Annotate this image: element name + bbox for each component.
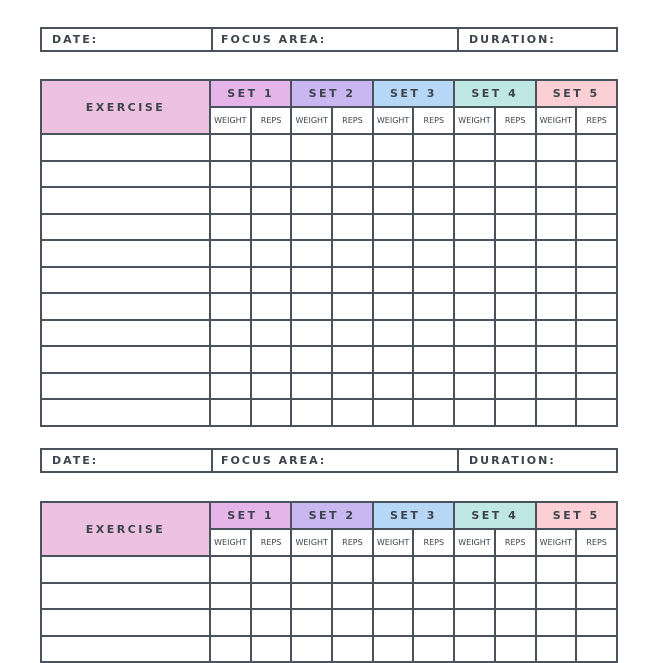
set-1-header: SET 1 — [210, 80, 291, 107]
reps-entry-cell[interactable] — [576, 399, 617, 426]
exercise-row — [41, 636, 617, 663]
exercise-row — [41, 134, 617, 161]
reps-entry-cell[interactable] — [413, 556, 454, 583]
set-2-header: SET 2 — [291, 502, 372, 529]
weight-entry-cell[interactable] — [373, 293, 414, 320]
focus-area-label: FOCUS AREA: — [221, 454, 327, 467]
reps-column-header: REPS — [495, 107, 536, 134]
reps-column-header: REPS — [576, 107, 617, 134]
date-field[interactable] — [42, 29, 211, 50]
reps-entry-cell[interactable] — [251, 134, 292, 161]
reps-entry-cell[interactable] — [332, 293, 373, 320]
reps-entry-cell[interactable] — [251, 293, 292, 320]
exercise-rows — [41, 134, 617, 426]
reps-entry-cell[interactable] — [495, 214, 536, 241]
set-3-header: SET 3 — [373, 80, 454, 107]
reps-entry-cell[interactable] — [251, 609, 292, 636]
reps-entry-cell[interactable] — [576, 320, 617, 347]
date-label: DATE: — [52, 33, 99, 46]
exercise-row — [41, 583, 617, 610]
weight-entry-cell[interactable] — [291, 583, 332, 610]
weight-entry-cell[interactable] — [536, 214, 577, 241]
weight-entry-cell[interactable] — [291, 267, 332, 294]
weight-entry-cell[interactable] — [454, 293, 495, 320]
weight-entry-cell[interactable] — [536, 320, 577, 347]
reps-entry-cell[interactable] — [332, 134, 373, 161]
date-label: DATE: — [52, 454, 99, 467]
exercise-name-cell[interactable] — [41, 609, 210, 636]
weight-entry-cell[interactable] — [373, 636, 414, 663]
reps-entry-cell[interactable] — [576, 214, 617, 241]
reps-entry-cell[interactable] — [251, 240, 292, 267]
set-4-header: SET 4 — [454, 502, 535, 529]
exercise-name-cell[interactable] — [41, 187, 210, 214]
exercise-row — [41, 609, 617, 636]
exercise-name-cell[interactable] — [41, 293, 210, 320]
weight-entry-cell[interactable] — [454, 556, 495, 583]
reps-entry-cell[interactable] — [495, 583, 536, 610]
weight-entry-cell[interactable] — [373, 240, 414, 267]
reps-column-header: REPS — [332, 529, 373, 556]
reps-entry-cell[interactable] — [332, 161, 373, 188]
weight-entry-cell[interactable] — [210, 187, 251, 214]
reps-entry-cell[interactable] — [413, 583, 454, 610]
weight-entry-cell[interactable] — [210, 134, 251, 161]
reps-entry-cell[interactable] — [576, 267, 617, 294]
reps-entry-cell[interactable] — [413, 134, 454, 161]
weight-entry-cell[interactable] — [210, 320, 251, 347]
weight-entry-cell[interactable] — [454, 636, 495, 663]
reps-entry-cell[interactable] — [251, 346, 292, 373]
weight-entry-cell[interactable] — [291, 161, 332, 188]
weight-column-header: WEIGHT — [373, 107, 414, 134]
reps-entry-cell[interactable] — [413, 293, 454, 320]
weight-column-header: WEIGHT — [536, 529, 577, 556]
exercise-row — [41, 556, 617, 583]
weight-entry-cell[interactable] — [373, 583, 414, 610]
exercise-header: EXERCISE — [41, 80, 210, 134]
reps-entry-cell[interactable] — [413, 240, 454, 267]
weight-entry-cell[interactable] — [210, 609, 251, 636]
exercise-name-cell[interactable] — [41, 134, 210, 161]
weight-entry-cell[interactable] — [210, 556, 251, 583]
reps-column-header: REPS — [413, 529, 454, 556]
reps-entry-cell[interactable] — [495, 187, 536, 214]
reps-entry-cell[interactable] — [332, 373, 373, 400]
weight-entry-cell[interactable] — [373, 134, 414, 161]
weight-entry-cell[interactable] — [210, 636, 251, 663]
weight-entry-cell[interactable] — [291, 240, 332, 267]
weight-entry-cell[interactable] — [373, 320, 414, 347]
set-5-header: SET 5 — [536, 502, 618, 529]
weight-entry-cell[interactable] — [454, 267, 495, 294]
reps-entry-cell[interactable] — [495, 399, 536, 426]
reps-column-header: REPS — [413, 107, 454, 134]
weight-entry-cell[interactable] — [373, 161, 414, 188]
weight-entry-cell[interactable] — [536, 240, 577, 267]
weight-entry-cell[interactable] — [373, 187, 414, 214]
reps-entry-cell[interactable] — [413, 267, 454, 294]
reps-entry-cell[interactable] — [413, 214, 454, 241]
exercise-row — [41, 293, 617, 320]
weight-column-header: WEIGHT — [210, 529, 251, 556]
exercise-name-cell[interactable] — [41, 636, 210, 663]
reps-entry-cell[interactable] — [495, 609, 536, 636]
weight-entry-cell[interactable] — [536, 399, 577, 426]
weight-entry-cell[interactable] — [210, 399, 251, 426]
weight-entry-cell[interactable] — [373, 267, 414, 294]
weight-entry-cell[interactable] — [210, 346, 251, 373]
reps-entry-cell[interactable] — [332, 240, 373, 267]
weight-entry-cell[interactable] — [291, 636, 332, 663]
weight-entry-cell[interactable] — [373, 373, 414, 400]
reps-entry-cell[interactable] — [251, 399, 292, 426]
exercise-row — [41, 161, 617, 188]
weight-entry-cell[interactable] — [210, 293, 251, 320]
weight-entry-cell[interactable] — [454, 320, 495, 347]
reps-entry-cell[interactable] — [413, 609, 454, 636]
weight-column-header: WEIGHT — [454, 107, 495, 134]
weight-entry-cell[interactable] — [210, 373, 251, 400]
reps-entry-cell[interactable] — [332, 399, 373, 426]
weight-entry-cell[interactable] — [536, 636, 577, 663]
reps-entry-cell[interactable] — [495, 240, 536, 267]
set-5-header: SET 5 — [536, 80, 618, 107]
reps-entry-cell[interactable] — [495, 161, 536, 188]
reps-entry-cell[interactable] — [251, 556, 292, 583]
reps-entry-cell[interactable] — [495, 346, 536, 373]
weight-entry-cell[interactable] — [291, 134, 332, 161]
session-info-bar-2 — [40, 448, 618, 473]
weight-entry-cell[interactable] — [373, 609, 414, 636]
weight-entry-cell[interactable] — [291, 214, 332, 241]
weight-entry-cell[interactable] — [536, 134, 577, 161]
reps-entry-cell[interactable] — [413, 373, 454, 400]
reps-entry-cell[interactable] — [251, 320, 292, 347]
reps-entry-cell[interactable] — [413, 399, 454, 426]
session-info-bar-1 — [40, 27, 618, 52]
weight-entry-cell[interactable] — [373, 214, 414, 241]
duration-field[interactable] — [457, 450, 616, 471]
weight-entry-cell[interactable] — [536, 161, 577, 188]
weight-entry-cell[interactable] — [454, 373, 495, 400]
weight-column-header: WEIGHT — [454, 529, 495, 556]
reps-entry-cell[interactable] — [413, 187, 454, 214]
exercise-row — [41, 240, 617, 267]
reps-entry-cell[interactable] — [251, 636, 292, 663]
reps-entry-cell[interactable] — [413, 346, 454, 373]
reps-column-header: REPS — [251, 107, 292, 134]
weight-entry-cell[interactable] — [373, 346, 414, 373]
exercise-row — [41, 320, 617, 347]
weight-entry-cell[interactable] — [291, 187, 332, 214]
exercise-header: EXERCISE — [41, 502, 210, 556]
set-4-header: SET 4 — [454, 80, 535, 107]
reps-entry-cell[interactable] — [495, 267, 536, 294]
date-field[interactable] — [42, 450, 211, 471]
duration-field[interactable] — [457, 29, 616, 50]
reps-entry-cell[interactable] — [576, 636, 617, 663]
exercise-name-cell[interactable] — [41, 267, 210, 294]
weight-entry-cell[interactable] — [291, 320, 332, 347]
weight-entry-cell[interactable] — [454, 346, 495, 373]
weight-entry-cell[interactable] — [454, 187, 495, 214]
reps-entry-cell[interactable] — [332, 609, 373, 636]
weight-entry-cell[interactable] — [454, 240, 495, 267]
weight-entry-cell[interactable] — [373, 556, 414, 583]
reps-entry-cell[interactable] — [495, 556, 536, 583]
weight-entry-cell[interactable] — [454, 609, 495, 636]
set-2-header: SET 2 — [291, 80, 372, 107]
exercise-row — [41, 267, 617, 294]
reps-entry-cell[interactable] — [251, 267, 292, 294]
weight-entry-cell[interactable] — [210, 240, 251, 267]
workout-log-table-2 — [40, 501, 618, 663]
weight-entry-cell[interactable] — [373, 399, 414, 426]
weight-entry-cell[interactable] — [454, 214, 495, 241]
weight-column-header: WEIGHT — [536, 107, 577, 134]
exercise-row — [41, 399, 617, 426]
weight-entry-cell[interactable] — [454, 399, 495, 426]
reps-entry-cell[interactable] — [332, 187, 373, 214]
reps-column-header: REPS — [495, 529, 536, 556]
reps-entry-cell[interactable] — [576, 161, 617, 188]
exercise-name-cell[interactable] — [41, 583, 210, 610]
reps-entry-cell[interactable] — [495, 293, 536, 320]
weight-entry-cell[interactable] — [536, 293, 577, 320]
reps-entry-cell[interactable] — [576, 293, 617, 320]
reps-entry-cell[interactable] — [332, 320, 373, 347]
reps-entry-cell[interactable] — [251, 214, 292, 241]
reps-entry-cell[interactable] — [251, 161, 292, 188]
reps-entry-cell[interactable] — [332, 556, 373, 583]
reps-entry-cell[interactable] — [413, 161, 454, 188]
reps-entry-cell[interactable] — [332, 346, 373, 373]
weight-entry-cell[interactable] — [536, 583, 577, 610]
reps-entry-cell[interactable] — [332, 583, 373, 610]
reps-entry-cell[interactable] — [413, 636, 454, 663]
reps-column-header: REPS — [576, 529, 617, 556]
weight-entry-cell[interactable] — [210, 161, 251, 188]
reps-entry-cell[interactable] — [495, 636, 536, 663]
weight-entry-cell[interactable] — [291, 556, 332, 583]
weight-entry-cell[interactable] — [291, 399, 332, 426]
reps-entry-cell[interactable] — [576, 240, 617, 267]
weight-entry-cell[interactable] — [291, 346, 332, 373]
exercise-rows — [41, 556, 617, 662]
exercise-name-cell[interactable] — [41, 320, 210, 347]
exercise-name-cell[interactable] — [41, 556, 210, 583]
reps-entry-cell[interactable] — [576, 583, 617, 610]
reps-entry-cell[interactable] — [332, 636, 373, 663]
reps-entry-cell[interactable] — [576, 609, 617, 636]
reps-entry-cell[interactable] — [251, 373, 292, 400]
weight-entry-cell[interactable] — [536, 373, 577, 400]
reps-entry-cell[interactable] — [332, 214, 373, 241]
weight-column-header: WEIGHT — [291, 529, 332, 556]
weight-entry-cell[interactable] — [536, 346, 577, 373]
reps-entry-cell[interactable] — [495, 320, 536, 347]
weight-column-header: WEIGHT — [373, 529, 414, 556]
weight-entry-cell[interactable] — [291, 373, 332, 400]
weight-entry-cell[interactable] — [210, 583, 251, 610]
weight-entry-cell[interactable] — [210, 214, 251, 241]
reps-column-header: REPS — [332, 107, 373, 134]
weight-entry-cell[interactable] — [454, 134, 495, 161]
exercise-row — [41, 346, 617, 373]
weight-entry-cell[interactable] — [210, 267, 251, 294]
exercise-name-cell[interactable] — [41, 373, 210, 400]
reps-entry-cell[interactable] — [495, 373, 536, 400]
reps-entry-cell[interactable] — [332, 267, 373, 294]
exercise-row — [41, 373, 617, 400]
exercise-name-cell[interactable] — [41, 346, 210, 373]
weight-entry-cell[interactable] — [454, 161, 495, 188]
reps-entry-cell[interactable] — [576, 556, 617, 583]
exercise-name-cell[interactable] — [41, 399, 210, 426]
workout-log-table-1 — [40, 79, 618, 427]
set-1-header: SET 1 — [210, 502, 291, 529]
reps-entry-cell[interactable] — [576, 134, 617, 161]
weight-entry-cell[interactable] — [291, 609, 332, 636]
reps-entry-cell[interactable] — [251, 583, 292, 610]
reps-column-header: REPS — [251, 529, 292, 556]
weight-entry-cell[interactable] — [536, 187, 577, 214]
exercise-name-cell[interactable] — [41, 161, 210, 188]
duration-label: DURATION: — [469, 454, 556, 467]
focus-area-field[interactable] — [211, 450, 457, 471]
reps-entry-cell[interactable] — [251, 187, 292, 214]
weight-entry-cell[interactable] — [291, 293, 332, 320]
exercise-name-cell[interactable] — [41, 240, 210, 267]
focus-area-field[interactable] — [211, 29, 457, 50]
weight-column-header: WEIGHT — [210, 107, 251, 134]
weight-entry-cell[interactable] — [536, 267, 577, 294]
reps-entry-cell[interactable] — [413, 320, 454, 347]
reps-entry-cell[interactable] — [576, 346, 617, 373]
focus-area-label: FOCUS AREA: — [221, 33, 327, 46]
set-3-header: SET 3 — [373, 502, 454, 529]
reps-entry-cell[interactable] — [495, 134, 536, 161]
exercise-name-cell[interactable] — [41, 214, 210, 241]
weight-column-header: WEIGHT — [291, 107, 332, 134]
weight-entry-cell[interactable] — [454, 583, 495, 610]
reps-entry-cell[interactable] — [576, 187, 617, 214]
duration-label: DURATION: — [469, 33, 556, 46]
exercise-row — [41, 187, 617, 214]
exercise-row — [41, 214, 617, 241]
weight-entry-cell[interactable] — [536, 556, 577, 583]
weight-entry-cell[interactable] — [536, 609, 577, 636]
reps-entry-cell[interactable] — [576, 373, 617, 400]
